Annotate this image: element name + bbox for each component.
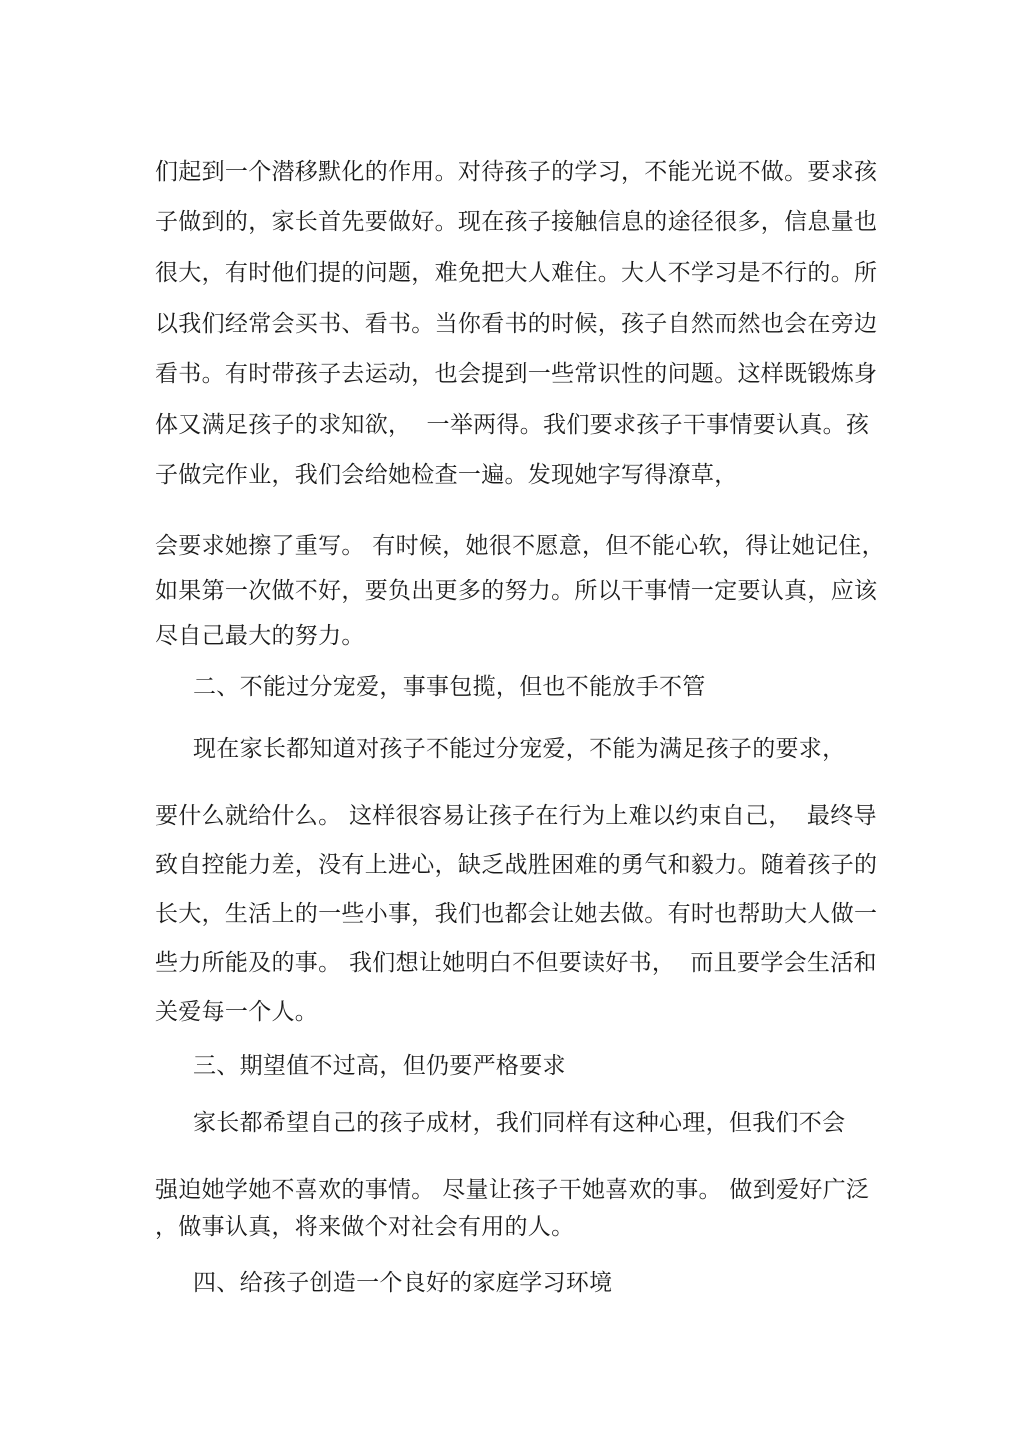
body-text-line: 会要求她擦了重写。 有时候，她很不愿意，但不能心软，得让她记住， xyxy=(155,533,885,559)
body-text-line: 体又满足孩子的求知欲， 一举两得。我们要求孩子干事情要认真。孩 xyxy=(155,412,870,438)
body-text-line: 看书。有时带孩子去运动，也会提到一些常识性的问题。这样既锻炼身 xyxy=(155,361,878,387)
section-heading: 二、不能过分宠爱，事事包揽，但也不能放手不管 xyxy=(193,674,706,700)
body-text-line: 子做完作业，我们会给她检查一遍。发现她字写得潦草， xyxy=(155,462,738,488)
section-heading: 四、给孩子创造一个良好的家庭学习环境 xyxy=(193,1270,613,1296)
body-text-line: 子做到的，家长首先要做好。现在孩子接触信息的途径很多，信息量也 xyxy=(155,209,878,235)
body-text-line: 致自控能力差，没有上进心，缺乏战胜困难的勇气和毅力。随着孩子的 xyxy=(155,852,878,878)
body-text-line: 要什么就给什么。 这样很容易让孩子在行为上难以约束自己， 最终导 xyxy=(155,803,877,829)
body-text-line: 家长都希望自己的孩子成材，我们同样有这种心理，但我们不会 xyxy=(193,1110,846,1136)
body-text-line: 关爱每一个人。 xyxy=(155,999,319,1025)
body-text-line: 尽自己最大的努力。 xyxy=(155,623,365,649)
body-text-line: 们起到一个潜移默化的作用。对待孩子的学习，不能光说不做。要求孩 xyxy=(155,159,878,185)
body-text-line: 以我们经常会买书、看书。当你看书的时候，孩子自然而然也会在旁边 xyxy=(155,311,878,337)
body-text-line: 些力所能及的事。 我们想让她明白不但要读好书， 而且要学会生活和 xyxy=(155,950,877,976)
body-text-line: 如果第一次做不好，要负出更多的努力。所以干事情一定要认真，应该 xyxy=(155,578,878,604)
section-heading: 三、期望值不过高，但仍要严格要求 xyxy=(193,1053,566,1079)
body-text-line: 强迫她学她不喜欢的事情。 尽量让孩子干她喜欢的事。 做到爱好广泛 xyxy=(155,1177,870,1203)
body-text-line: ，做事认真，将来做个对社会有用的人。 xyxy=(155,1214,575,1240)
body-text-line: 长大，生活上的一些小事，我们也都会让她去做。有时也帮助大人做一 xyxy=(155,901,878,927)
body-text-line: 很大，有时他们提的问题，难免把大人难住。大人不学习是不行的。所 xyxy=(155,260,878,286)
body-text-line: 现在家长都知道对孩子不能过分宠爱，不能为满足孩子的要求， xyxy=(193,736,846,762)
